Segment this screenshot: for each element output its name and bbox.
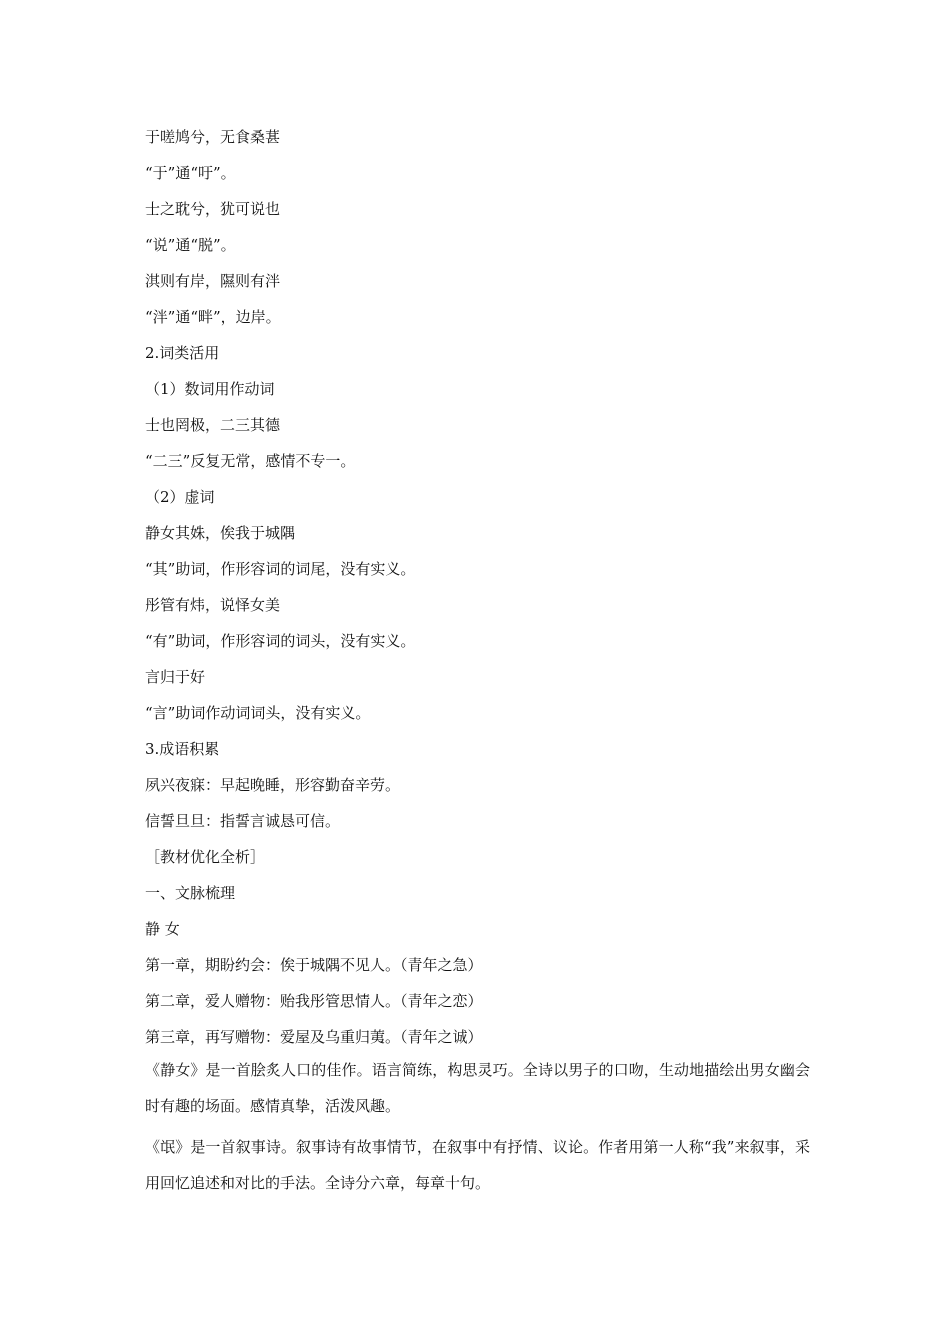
text-line: “于”通“吁”。 [145, 164, 236, 182]
paragraph: 《氓》是一首叙事诗。叙事诗有故事情节，在叙事中有抒情、议论。作者用第一人称“我”来叙事，采用回忆追述和对比的手法。全诗分六章，每章十句。 [145, 1138, 810, 1192]
section-heading: 2.词类活用 [145, 344, 220, 362]
text-line: 彤管有炜，说怿女美 [145, 596, 281, 614]
text-line: 第二章，爱人赠物：贻我彤管思情人。（青年之恋） [145, 992, 483, 1010]
text-line: 士之耽兮，犹可说也 [145, 200, 281, 218]
text-line: 静女其姝，俟我于城隅 [145, 524, 296, 542]
text-line: 第一章，期盼约会：俟于城隅不见人。（青年之急） [145, 956, 483, 974]
paragraph: 《静女》是一首脍炙人口的佳作。语言简练，构思灵巧。全诗以男子的口吻，生动地描绘出男女幽会时有趣的场面。感情真挚，活泼风趣。 [145, 1061, 810, 1115]
text-line: 言归于好 [145, 668, 206, 686]
text-line: 第三章，再写赠物：爱屋及乌重归荑。（青年之诚） [145, 1028, 483, 1046]
poem-title: 静 女 [145, 920, 180, 938]
subsection-heading: 一、文脉梳理 [145, 884, 236, 902]
text-line: 夙兴夜寐：早起晚睡，形容勤奋辛劳。 [145, 776, 401, 794]
text-line: “其”助词，作形容词的词尾，没有实义。 [145, 560, 416, 578]
text-line: “说”通“脱”。 [145, 236, 236, 254]
section-heading: ［教材优化全析］ [145, 848, 266, 866]
text-line: “泮”通“畔”，边岸。 [145, 308, 281, 326]
text-line: “言”助词作动词词头，没有实义。 [145, 704, 371, 722]
section-heading: 3.成语积累 [145, 740, 220, 758]
subsection-heading: （1）数词用作动词 [145, 380, 275, 398]
text-line: 于嗟鸠兮，无食桑葚 [145, 128, 281, 146]
text-line: 淇则有岸，隰则有泮 [145, 272, 281, 290]
text-line: 士也罔极，二三其德 [145, 416, 281, 434]
text-line: “二三”反复无常，感情不专一。 [145, 452, 356, 470]
subsection-heading: （2）虚词 [145, 488, 215, 506]
text-line: 信誓旦旦：指誓言诚恳可信。 [145, 812, 341, 830]
text-line: “有”助词，作形容词的词头，没有实义。 [145, 632, 416, 650]
